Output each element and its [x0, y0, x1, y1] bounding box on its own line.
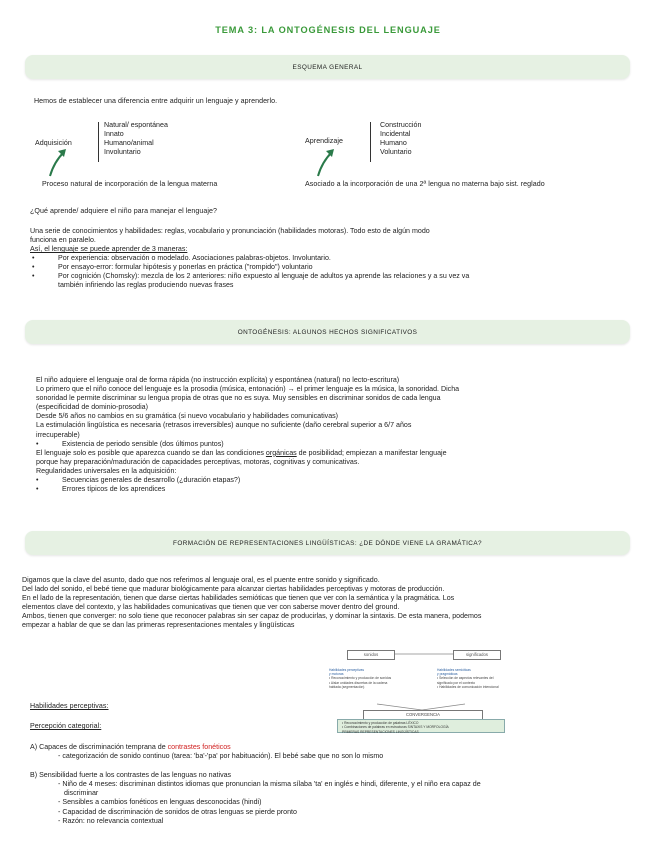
- perceptual-column: [329, 668, 391, 689]
- perceptual-list: [30, 743, 481, 826]
- paragraph-line: elementos clave del contexto, y las habilidades comunicativas que tienen que ver con saberse mover dentro del ground.: [22, 603, 400, 612]
- page-title: TEMA 3: LA ONTOGÉNESIS DEL LENGUAJE: [215, 25, 441, 35]
- facts-paragraph: [36, 376, 459, 494]
- convergence-diagram: [325, 648, 510, 734]
- point-b-item-continued: discriminar: [64, 789, 99, 798]
- way-item: [32, 263, 469, 272]
- box-line: • Reconocimiento y producción de palabras LÉXICO: [342, 721, 419, 725]
- regularity-item: [36, 485, 459, 494]
- paragraph-line: Regularidades universales en la adquisición:: [36, 466, 177, 475]
- section-band-ontogenesis: ONTOGÉNESIS: ALGUNOS HECHOS SIGNIFICATIVOS: [25, 320, 630, 344]
- acquisition-item: Innato: [104, 130, 124, 139]
- column-line: y pragmáticas: [437, 672, 458, 677]
- acquisition-note: Proceso natural de incorporación de la lengua materna: [42, 180, 218, 188]
- section-band-formacion: FORMACIÓN DE REPRESENTACIONES LINGÜÍSTICAS: ¿DE DÓNDE VIENE LA GRAMÁTICA?: [25, 531, 630, 555]
- learning-arrow-icon: [312, 146, 342, 178]
- point-a: [30, 743, 481, 752]
- point-b-text: Capacidad de discriminación de sonidos de otras lenguas se pierde pronto: [62, 807, 297, 816]
- regularity-item: [36, 476, 459, 485]
- paragraph-line: El niño adquiere el lenguaje oral de forma rápida (no instrucción explícita) y espontánea (natural) no lecto-escritura): [36, 376, 400, 384]
- column-line: Habilidades semióticas: [437, 668, 471, 672]
- point-b-item: - Sensibles a cambios fonéticos en lenguas desconocidas (hindi): [58, 798, 262, 807]
- column-line: significado por el contexto: [437, 680, 476, 685]
- acquisition-item: Natural/ espontánea: [104, 121, 168, 129]
- paragraph-line: Digamos que la clave del asunto, dado que nos referimos al lenguaje oral, es el puente entre sonido y significado.: [22, 576, 380, 584]
- sonidos-header: sonidos: [347, 650, 395, 660]
- acquisition-list: [104, 121, 168, 157]
- convergence-label: CONVERGENCIA: [363, 710, 483, 720]
- point-b-text: Razón: no relevancia contextual: [62, 816, 164, 825]
- acquisition-item: Humano/animal: [104, 139, 154, 148]
- paragraph-line: Desde 5/6 años no cambios en su gramática (si nuevo vocabulario y habilidades comunicativas): [36, 412, 339, 421]
- learning-item: Humano: [380, 139, 407, 148]
- column-line: • Reconocimiento y producción de sonidos: [329, 676, 392, 681]
- sensitive-period-item: [36, 440, 459, 449]
- red-highlight: contrastes fonéticos: [167, 743, 231, 751]
- way-item-continued: también infiriendo las reglas produciendo nuevas frases: [58, 281, 234, 290]
- paragraph-line: Así, el lenguaje se puede aprender de 3 maneras:: [30, 245, 188, 254]
- point-b-item: - Niño de 4 meses: discriminan distintos idiomas que pronuncian la misma sílaba 'ta' en inglés e hindi, diferente, y el niño era capaz de: [58, 780, 481, 789]
- acquisition-bracket: [98, 122, 99, 162]
- point-a-text: categorización de sonido continuo (tarea: 'ba'-'pa' por habituación). El bebé sabe que no son lo mismo: [62, 752, 384, 761]
- paragraph-line: Lo primero que el niño conoce del lenguaje es la prosodia (música, entonación) → el primer lenguaje es la música, la sonoridad. Dicha: [36, 385, 460, 394]
- way-text: Por cognición (Chomsky): mezcla de los 2 anteriores: niño expuesto al lenguaje de adultos ya aprende las relaciones y a su vez va: [58, 272, 470, 281]
- semiotic-column: [437, 668, 499, 689]
- column-line: hablada (segmentación): [329, 684, 365, 689]
- text-segment: de posibilidad; empiezan a manifestar lenguaje: [296, 448, 447, 457]
- paragraph-line: irrecuperable): [36, 430, 80, 439]
- representations-box: [337, 719, 505, 733]
- column-line: y motoras: [329, 672, 344, 677]
- paragraph-line: (especificidad de dominio-prosodia): [36, 403, 148, 412]
- paragraph-line: Del lado del sonido, el bebé tiene que madurar biológicamente para alcanzar ciertas habilidades perceptivas y motoras de producción.: [22, 585, 445, 594]
- paragraph-line: sonoridad le permite discriminar su lengua propia de otras que no es suya. Muy sensibles en discriminar sonidos de cada lengua: [36, 394, 441, 403]
- acquisition-item: Involuntario: [104, 148, 141, 157]
- point-b-item: - Capacidad de discriminación de sonidos de otras lenguas se pierde pronto: [58, 807, 297, 816]
- intro-text: Hemos de establecer una diferencia entre adquirir un lenguaje y aprenderlo.: [34, 97, 278, 105]
- learning-bracket: [370, 122, 371, 162]
- knowledge-paragraph: [30, 227, 430, 254]
- sensitive-period-text: Existencia de periodo sensible (dos últimos puntos): [62, 439, 224, 448]
- paragraph-line: empezar a hablar de que se dan las primeras representaciones mentales y lingüísticas: [22, 621, 295, 630]
- significados-header: significados: [453, 650, 501, 660]
- ways-list: [32, 254, 469, 290]
- way-item: [32, 254, 469, 263]
- regularity-text: Secuencias generales de desarrollo (¿duración etapas?): [62, 476, 241, 485]
- paragraph-line: En el lado de la representación, tienen que darse ciertas habilidades semióticas que tienen que ver con la semántica y la pragmática. Los: [22, 594, 455, 603]
- point-b-text: Sensibles a cambios fonéticos en lenguas desconocidas (hindi): [62, 798, 262, 807]
- perceptual-heading: Habilidades perceptivas:: [30, 702, 109, 710]
- underlined-word: orgánicas: [265, 448, 297, 457]
- paragraph-line: La estimulación lingüística es necesaria (retrasos irreversibles) aunque no suficiente (daño cerebral superior a 6/7 años: [36, 421, 412, 430]
- paragraph-line: Ambos, tienen que converger: no solo tiene que reconocer palabras sin ser capaz de producirlas, y dominar la sintaxis. De esta manera, podemos: [22, 612, 482, 621]
- way-text: Por experiencia: observación o modelado. Asociaciones palabras-objetos. Involuntario.: [58, 254, 331, 262]
- learning-item: Construcción: [380, 121, 422, 129]
- paragraph-line: porque hay preparación/maduración de capacidades perceptivas, motoras, cognitivas y comunicativas.: [36, 457, 360, 466]
- learning-item: Incidental: [380, 130, 411, 139]
- learning-label: Aprendizaje: [305, 137, 344, 145]
- column-line: Habilidades perceptivas: [329, 668, 365, 672]
- acquisition-label: Adquisición: [35, 139, 72, 147]
- way-item: [32, 272, 469, 281]
- column-line: • Habilidades de comunicación intencional: [437, 684, 499, 689]
- learning-item: Voluntario: [380, 148, 412, 157]
- paragraph-line: Una serie de conocimientos y habilidades: reglas, vocabulario y pronunciación (habilidades motoras). Todo esto de algún modo: [30, 227, 430, 235]
- point-b: B) Sensibilidad fuerte a los contrastes de las lenguas no nativas: [30, 771, 232, 780]
- paragraph-line: funciona en paralelo.: [30, 236, 96, 245]
- point-a-item: - categorización de sonido continuo (tarea: 'ba'-'pa' por habituación). El bebé sabe que no son lo mismo: [58, 752, 384, 761]
- text-segment: A) Capaces de discriminación temprana de: [30, 743, 168, 751]
- question-text: ¿Qué aprende/ adquiere el niño para manejar el lenguaje?: [30, 207, 217, 215]
- box-line: • Combinaciones de palabras en estructuras SINTAXIS Y MORFOLOGÍA: [342, 725, 449, 730]
- spacer: [30, 761, 481, 771]
- way-text: Por ensayo-error: formular hipótesis y ponerlas en práctica ("rompido") voluntario: [58, 263, 313, 272]
- point-b-item: - Razón: no relevancia contextual: [58, 816, 164, 825]
- learning-note: Asociado a la incorporación de una 2ª lengua no materna bajo sist. reglado: [305, 180, 545, 188]
- point-b-text: Niño de 4 meses: discriminan distintos idiomas que pronuncian la misma sílaba 'ta' en inglés e hindi, diferente, y el niño era capaz de: [62, 780, 481, 789]
- categorical-heading: Percepción categorial:: [30, 722, 102, 730]
- representation-paragraph: [22, 576, 481, 631]
- text-segment: El lenguaje solo es posible que aparezca cuando se dan las condiciones: [36, 448, 266, 457]
- column-line: • Aislar unidades discretas de la cadena: [329, 680, 388, 685]
- acquisition-arrow-icon: [44, 146, 74, 178]
- learning-list: [380, 121, 421, 157]
- paragraph-line: [36, 449, 459, 458]
- box-line: PRIMERAS REPRESENTACIONES LINGÜÍSTICAS: [342, 729, 419, 734]
- regularity-text: Errores típicos de los aprendices: [62, 485, 166, 494]
- section-band-esquema: ESQUEMA GENERAL: [25, 55, 630, 79]
- column-line: • Selección de aspectos relevantes del: [437, 676, 494, 681]
